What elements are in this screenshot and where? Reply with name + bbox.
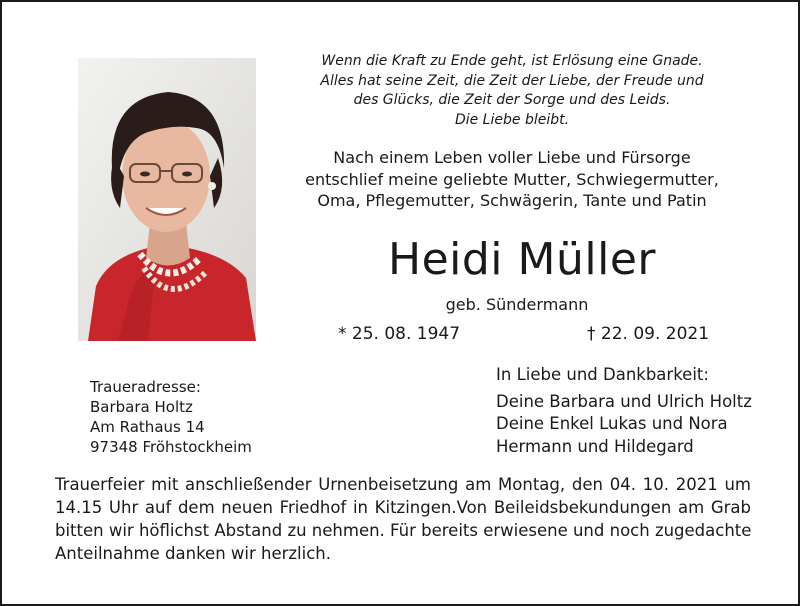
memorial-poem xyxy=(302,52,722,130)
mourning-address xyxy=(90,377,252,457)
birth-date: * 25. 08. 1947 xyxy=(338,324,461,344)
funeral-notice xyxy=(55,473,751,565)
mourners-heading: In Liebe und Dankbarkeit: xyxy=(496,365,709,384)
address-line: 97348 Fröhstockheim xyxy=(90,438,252,456)
mourners-block xyxy=(496,364,752,458)
intro-line: Nach einem Leben voller Liebe und Fürsorge xyxy=(333,148,691,167)
poem-line: Die Liebe bleibt. xyxy=(454,111,570,128)
notice-line: bitten wir höflichst Abstand zu nehmen. Für bereits erwiesene und noch zugedachte xyxy=(55,521,751,540)
address-line: Barbara Holtz xyxy=(90,398,193,416)
portrait-illustration xyxy=(78,58,256,341)
address-line: Am Rathaus 14 xyxy=(90,418,205,436)
death-date: † 22. 09. 2021 xyxy=(587,324,710,344)
deceased-name: Heidi Müller xyxy=(388,234,656,285)
poem-line: Alles hat seine Zeit, die Zeit der Liebe, der Freude und xyxy=(320,72,704,89)
portrait-photo xyxy=(78,58,256,341)
notice-line: Trauerfeier mit anschließender Urnenbeisetzung am Montag, den 04. 10. 2021 um xyxy=(55,475,751,494)
notice-line: 14.15 Uhr auf dem neuen Friedhof in Kitzingen.Von Beileidsbekundungen am Grab xyxy=(55,498,751,517)
notice-line: Anteilnahme danken wir herzlich. xyxy=(55,544,331,563)
maiden-name: geb. Sündermann xyxy=(445,295,589,314)
address-label: Traueradresse: xyxy=(90,378,201,396)
mourners-list xyxy=(496,391,752,459)
poem-line: des Glücks, die Zeit der Sorge und des Leids. xyxy=(353,92,671,108)
poem-line: Wenn die Kraft zu Ende geht, ist Erlösung eine Gnade. xyxy=(321,53,703,69)
announcement-intro xyxy=(302,147,722,212)
mourner-line: Deine Enkel Lukas und Nora xyxy=(496,414,728,433)
mourner-line: Hermann und Hildegard xyxy=(496,436,694,456)
intro-line: Oma, Pflegemutter, Schwägerin, Tante und Patin xyxy=(317,191,707,210)
intro-line: entschlief meine geliebte Mutter, Schwiegermutter, xyxy=(305,169,719,189)
mourner-line: Deine Barbara und Ulrich Holtz xyxy=(496,391,752,411)
